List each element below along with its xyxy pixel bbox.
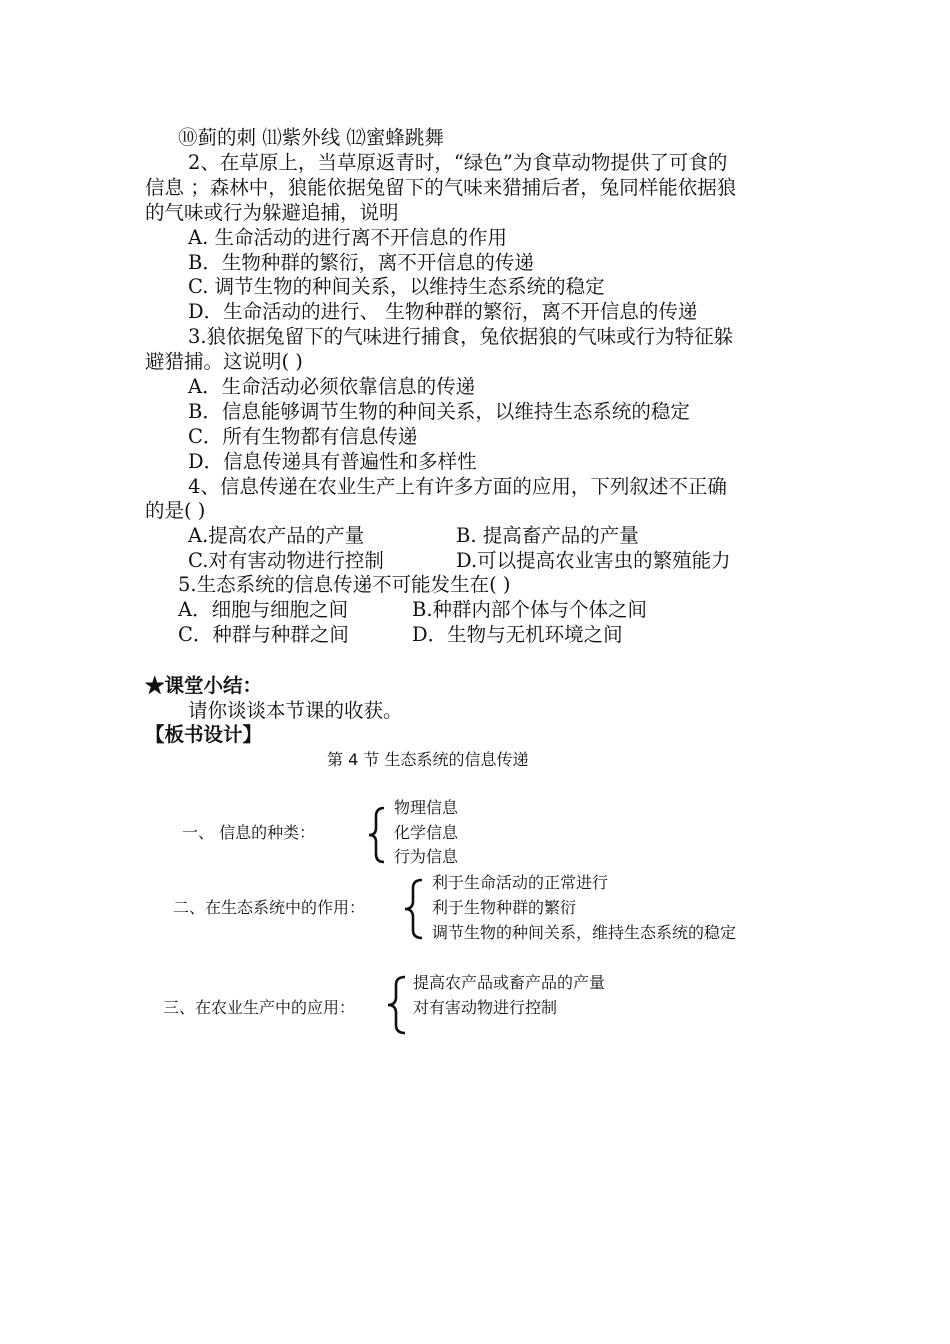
- curly-brace-icon: [385, 975, 409, 1035]
- board-section1-item3: 行为信息: [394, 847, 459, 866]
- q4-option-b: B. 提高畜产品的产量: [456, 524, 639, 547]
- board-section2-item3: 调节生物的种间关系，维持生态系统的稳定: [432, 923, 737, 942]
- board-section3-item2: 对有害动物进行控制: [413, 998, 558, 1017]
- board-section3-label: 三、在农业生产中的应用：: [163, 998, 356, 1017]
- board-heading: 【板书设计】: [145, 723, 263, 746]
- q2-option-b: B．生物种群的繁衍，离不开信息的传递: [188, 251, 534, 274]
- q2-stem-line2: 信息 ；森林中，狼能依据兔留下的气味来猎捕后者，兔同样能依据狼: [145, 176, 737, 199]
- q5-stem: 5.生态系统的信息传递不可能发生在( ): [178, 573, 511, 596]
- board-section2-item1: 利于生命活动的正常进行: [432, 873, 609, 892]
- q3-stem-line1: 3.狼依据兔留下的气味进行捕食，兔依据狼的气味或行为特征躲: [188, 325, 734, 348]
- board-section1-item1: 物理信息: [394, 798, 459, 817]
- q1-options-tail: ⑩蓟的刺 ⑾紫外线 ⑿蜜蜂跳舞: [178, 126, 444, 149]
- q3-option-a: A．生命活动必须依靠信息的传递: [188, 375, 476, 398]
- curly-brace-icon: [366, 806, 388, 864]
- curly-brace-icon: [402, 878, 426, 940]
- q2-option-a: A. 生命活动的进行离不开信息的作用: [188, 226, 507, 249]
- q3-stem-line2: 避猎捕。这说明( ): [145, 350, 303, 373]
- board-section3-item1: 提高农产品或畜产品的产量: [413, 973, 606, 992]
- q2-stem-line3: 的气味或行为躲避追捕，说明: [145, 201, 399, 224]
- q2-stem-line1: 2、在草原上，当草原返青时，“绿色”为食草动物提供了可食的: [188, 151, 728, 174]
- board-title: 第 4 节 生态系统的信息传递: [327, 750, 529, 769]
- q2-option-d: D．生命活动的进行、 生物种群的繁衍，离不开信息的传递: [188, 300, 698, 323]
- q3-option-c: C．所有生物都有信息传递: [188, 425, 418, 448]
- q4-stem-line2: 的是( ): [145, 499, 206, 522]
- board-section2-label: 二、在生态系统中的作用：: [173, 898, 366, 917]
- q5-option-a: A．细胞与细胞之间: [178, 598, 349, 621]
- board-section1-item2: 化学信息: [394, 823, 459, 842]
- q3-option-b: B．信息能够调节生物的种间关系，以维持生态系统的稳定: [188, 400, 690, 423]
- q2-option-c: C. 调节生物的种间关系，以维持生态系统的稳定: [188, 275, 605, 298]
- q4-option-c: C.对有害动物进行控制: [188, 549, 384, 572]
- q3-option-d: D．信息传递具有普遍性和多样性: [188, 450, 477, 473]
- q4-option-d: D.可以提高农业害虫的繁殖能力: [456, 549, 731, 572]
- board-section2-item2: 利于生物种群的繁衍: [432, 898, 577, 917]
- summary-heading: ★课堂小结：: [145, 674, 263, 697]
- summary-text: 请你谈谈本节课的收获。: [188, 699, 403, 722]
- q5-option-c: C．种群与种群之间: [178, 623, 349, 646]
- q5-option-b: B.种群内部个体与个体之间: [412, 598, 648, 621]
- board-section1-label: 一、 信息的种类：: [182, 823, 316, 842]
- q4-option-a: A.提高农产品的产量: [188, 524, 365, 547]
- q4-stem-line1: 4、信息传递在农业生产上有许多方面的应用，下列叙述不正确: [188, 475, 727, 498]
- q5-option-d: D．生物与无机环境之间: [412, 623, 623, 646]
